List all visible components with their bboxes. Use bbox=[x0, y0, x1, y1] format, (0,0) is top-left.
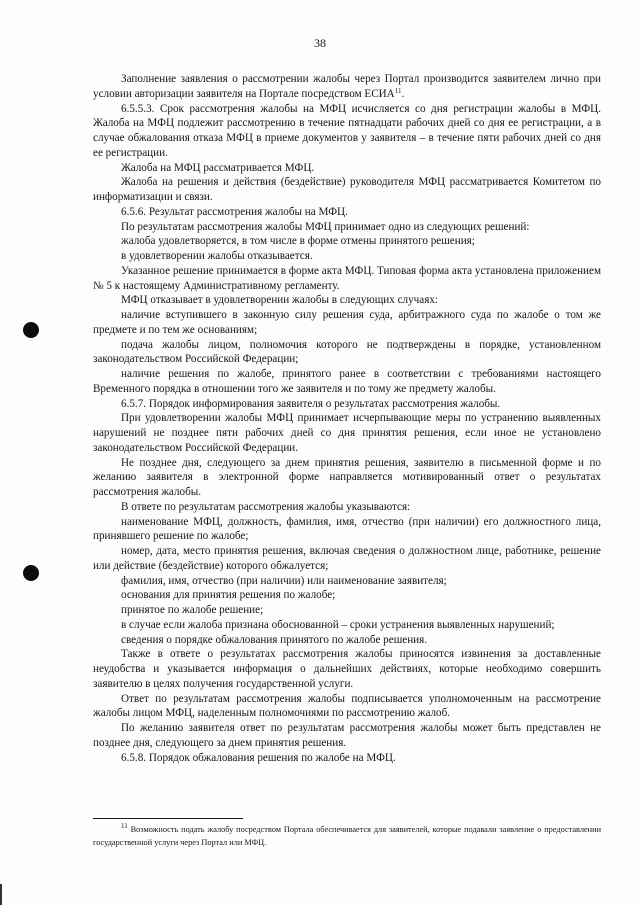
paragraph: Жалоба на МФЦ рассматривается МФЦ. bbox=[121, 161, 315, 174]
paragraph: Также в ответе о результатах рассмотрения жалобы приносятся извинения за доставленные неудобства и указывается информация о дальнейших действиях, которые необходимо совершить заявителю в целях получения государственной услуги. bbox=[93, 648, 601, 690]
footnote-ref-suffix: . bbox=[401, 87, 405, 100]
punch-hole-bottom bbox=[23, 565, 39, 581]
footnote-reference: 11 bbox=[394, 86, 402, 95]
paragraph bbox=[93, 72, 601, 102]
list-item: фамилия, имя, отчество (при наличии) или наименование заявителя; bbox=[121, 574, 447, 587]
list-item: наличие вступившего в законную силу решения суда, арбитражного суда по жалобе о том же предмете и по тем же основаниям; bbox=[93, 309, 601, 336]
list-item: в удовлетворении жалобы отказывается. bbox=[121, 250, 313, 262]
list-item: подача жалобы лицом, полномочия которого не подтверждены в порядке, установленном законодательством Российской Федерации; bbox=[93, 338, 601, 366]
list-item: номер, дата, место принятия решения, включая сведения о должностном лице, работнике, решение или действие (бездействие) которого обжалуется; bbox=[93, 545, 601, 572]
footnote-number: 11 bbox=[121, 822, 128, 830]
section-heading: 6.5.8. Порядок обжалования решения по жалобе на МФЦ. bbox=[121, 751, 396, 764]
paragraph: Не позднее дня, следующего за днем принятия решения, заявителю в письменной форме и по желанию заявителя в электронной форме направляется мотивированный ответ о результатах рассмотрения жалобы. bbox=[93, 456, 601, 498]
paragraph: МФЦ отказывает в удовлетворении жалобы в следующих случаях: bbox=[121, 294, 439, 307]
paragraph: По желанию заявителя ответ по результатам рассмотрения жалобы может быть представлен не позднее дня, следующего за днем принятия решения. bbox=[93, 722, 601, 749]
list-item: наличие решения по жалобе, принятого ранее в соответствии с требованиями настоящего Временного порядка в отношении того же заявителя и по тому же предмету жалобы. bbox=[93, 368, 601, 395]
page-body bbox=[93, 72, 601, 765]
paragraph: Ответ по результатам рассмотрения жалобы подписывается уполномоченным на рассмотрение жалобы лицом МФЦ, наделенным полномочиями по рассмотрению жалоб. bbox=[93, 692, 601, 720]
scan-edge-mark bbox=[0, 884, 2, 905]
list-item: наименование МФЦ, должность, фамилия, имя, отчество (при наличии) его должностного лица, принявшего решение по жалобе; bbox=[93, 515, 601, 543]
paragraph-text: Заполнение заявления о рассмотрении жалобы через Портал производится заявителем лично при условии авторизации заявителя на Портале посредством ЕСИА bbox=[93, 73, 601, 100]
list-item: в случае если жалоба признана обоснованной – сроки устранения выявленных нарушений; bbox=[121, 618, 555, 631]
paragraph: 6.5.5.3. Срок рассмотрения жалобы на МФЦ исчисляется со дня регистрации жалобы в МФЦ. Жалоба на МФЦ подлежит рассмотрению в течение пятнадцати рабочих дней со дня ее регистрации, а в случае обжалования отказа МФЦ в приеме документов у заявителя – в течение пяти рабочих дней со дня ее регистрации. bbox=[93, 102, 601, 159]
list-item: основания для принятия решения по жалобе; bbox=[121, 589, 336, 602]
paragraph: При удовлетворении жалобы МФЦ принимает исчерпывающие меры по устранению выявленных нарушений не позднее пяти рабочих дней со дня принятия решения, если иное не установлено законодательством Российской Федерации. bbox=[93, 412, 601, 454]
list-item: жалоба удовлетворяется, в том числе в форме отмены принятого решения; bbox=[121, 235, 475, 248]
footnote-text: Возможность подать жалобу посредством Портала обеспечивается для заявителей, которые подавали заявление о предоставлении государственной услуги через Портал или МФЦ. bbox=[93, 825, 602, 847]
punch-hole-top bbox=[23, 322, 39, 338]
paragraph: Указанное решение принимается в форме акта МФЦ. Типовая форма акта установлена приложением № 5 к настоящему Административному регламенту. bbox=[93, 264, 601, 292]
footnote bbox=[93, 824, 601, 849]
paragraph: В ответе по результатам рассмотрения жалобы указываются: bbox=[121, 500, 411, 513]
paragraph: По результатам рассмотрения жалобы МФЦ принимает одно из следующих решений: bbox=[121, 220, 530, 233]
section-heading: 6.5.7. Порядок информирования заявителя о результатах рассмотрения жалобы. bbox=[121, 397, 501, 410]
list-item: сведения о порядке обжалования принятого по жалобе решения. bbox=[121, 633, 428, 646]
list-item: принятое по жалобе решение; bbox=[121, 604, 264, 616]
section-heading: 6.5.6. Результат рассмотрения жалобы на МФЦ. bbox=[121, 205, 348, 218]
footnote-divider bbox=[93, 818, 243, 819]
paragraph: Жалоба на решения и действия (бездействие) руководителя МФЦ рассматривается Комитетом по информатизации и связи. bbox=[93, 176, 601, 203]
page-number: 38 bbox=[314, 36, 326, 50]
